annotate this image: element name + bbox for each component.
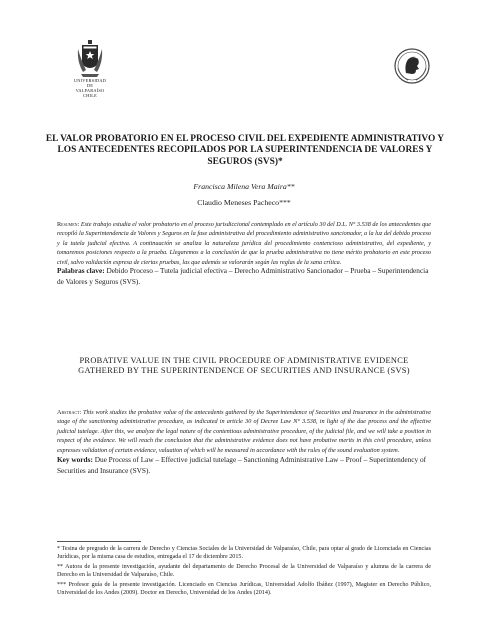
palabras-clave-label: Palabras clave: (57, 266, 105, 275)
logo-line-3: VALPARAÍSO (75, 88, 105, 93)
footnote-3: *** Profesor guía de la presente investigación. Licenciado en Ciencias Jurídicas, Universidad Adolfo Ibáñez (1997), Magister en Derecho Público, Universidad de los Andes (2009). Doctor en Derecho, Universidad de los Andes (2014). (57, 581, 431, 596)
university-logo (70, 40, 110, 98)
footnote-divider (57, 541, 141, 542)
author-primary: Francisca Milena Vera Maira** (193, 182, 295, 191)
key-words-text: Due Process of Law – Effective judicial tutelage – Sanctioning Administrative Law – Proof – Superintendency of Securities and Insurance (SVS). (57, 455, 427, 475)
footnotes (57, 546, 431, 599)
abstract-text: This work studies the probative value of the antecedents gathered by the Superintendence of Securities and Insurance in the administrative stage of the sanctioning administrative procedure, as indicated in article 30 of Decree Law N° 3.538, in light of the due process and the effective judicial tutelage. After this, we analyze the legal nature of the contentious administrative procedure, of the judicial file, and we will take a position in respect of the evidence. We will reach the conclusion that the administrative evidence does not have probative merits in this civil procedure, unless expresses validation of certain evidence, valuation of which will be measured in accordance with the rules of the sound evaluation system. (57, 409, 432, 454)
resumen-paragraph (57, 220, 431, 267)
abstract-label: Abstract: (57, 409, 82, 416)
resumen-label: Resumen: (57, 221, 80, 228)
logo-line-4: CHILE (83, 93, 97, 98)
key-words-label: Key words: (57, 455, 93, 464)
faculty-emblem (392, 46, 432, 91)
university-crest-icon (77, 40, 103, 78)
footnote-1: * Tesina de pregrado de la carrera de Derecho y Ciencias Sociales de la Universidad de Valparaíso, Chile, para optar al grado de Licenciada en Ciencias Jurídicas, por la misma casa de estudios, entregada el 17 de diciembre 2015. (57, 546, 431, 560)
footnote-2: ** Autora de la presente investigación, ayudante del departamento de Derecho Procesal de la Universidad de Valparaíso y alumna de la carrera de Derecho en la Universidad de Valparaíso, Chile. (57, 563, 431, 578)
article-title: EL VALOR PROBATORIO EN EL PROCESO CIVIL DEL EXPEDIENTE ADMINISTRATIVO Y LOS ANTECEDENTES RECOPILADOS POR LA SUPERINTENDENCIA DE VALORES Y SEGUROS (SVS)* (45, 134, 445, 167)
logo-line-1: UNIVERSIDAD (73, 78, 107, 83)
palabras-clave-text: Debido Proceso – Tutela judicial efectiva – Derecho Administrativo Sancionador – Prueba – Superintendencia de Valores y Seguros (SVS). (57, 266, 429, 286)
resumen-text: Este trabajo estudia el valor probatorio en el proceso jurisdiccional contemplado en el artículo 30 del D.L. N° 3.538 de los antecedentes que recopiló la Superintendencia de Valores y Seguros en la fase administrativa del procedimiento administrativo sancionador, a la luz del debido proceso y la tutela judicial efectiva. A continuación se analiza la naturaleza jurídica del procedimiento contencioso administrativo, del expediente, y tomaremos posiciones respecto a la prueba. Llegaremos a la conclusión de que la prueba administrativa no tiene mérito probatorio en este proceso civil, salvo validación expresa de ciertas pruebas, las que además se valorarán según las reglas de la sana crítica. (57, 221, 432, 266)
logo-line-2: DE (86, 83, 94, 88)
laurel-head-emblem-icon (392, 46, 432, 86)
english-title: PROBATIVE VALUE IN THE CIVIL PROCEDURE OF ADMINISTRATIVE EVIDENCE GATHERED BY THE SUPERINTENDENCE OF SECURITIES AND INSURANCE (SVS) (78, 356, 410, 376)
abstract-paragraph (57, 408, 431, 455)
author-secondary: Claudio Meneses Pacheco*** (197, 198, 291, 207)
palabras-clave (57, 266, 431, 287)
key-words (57, 455, 431, 476)
